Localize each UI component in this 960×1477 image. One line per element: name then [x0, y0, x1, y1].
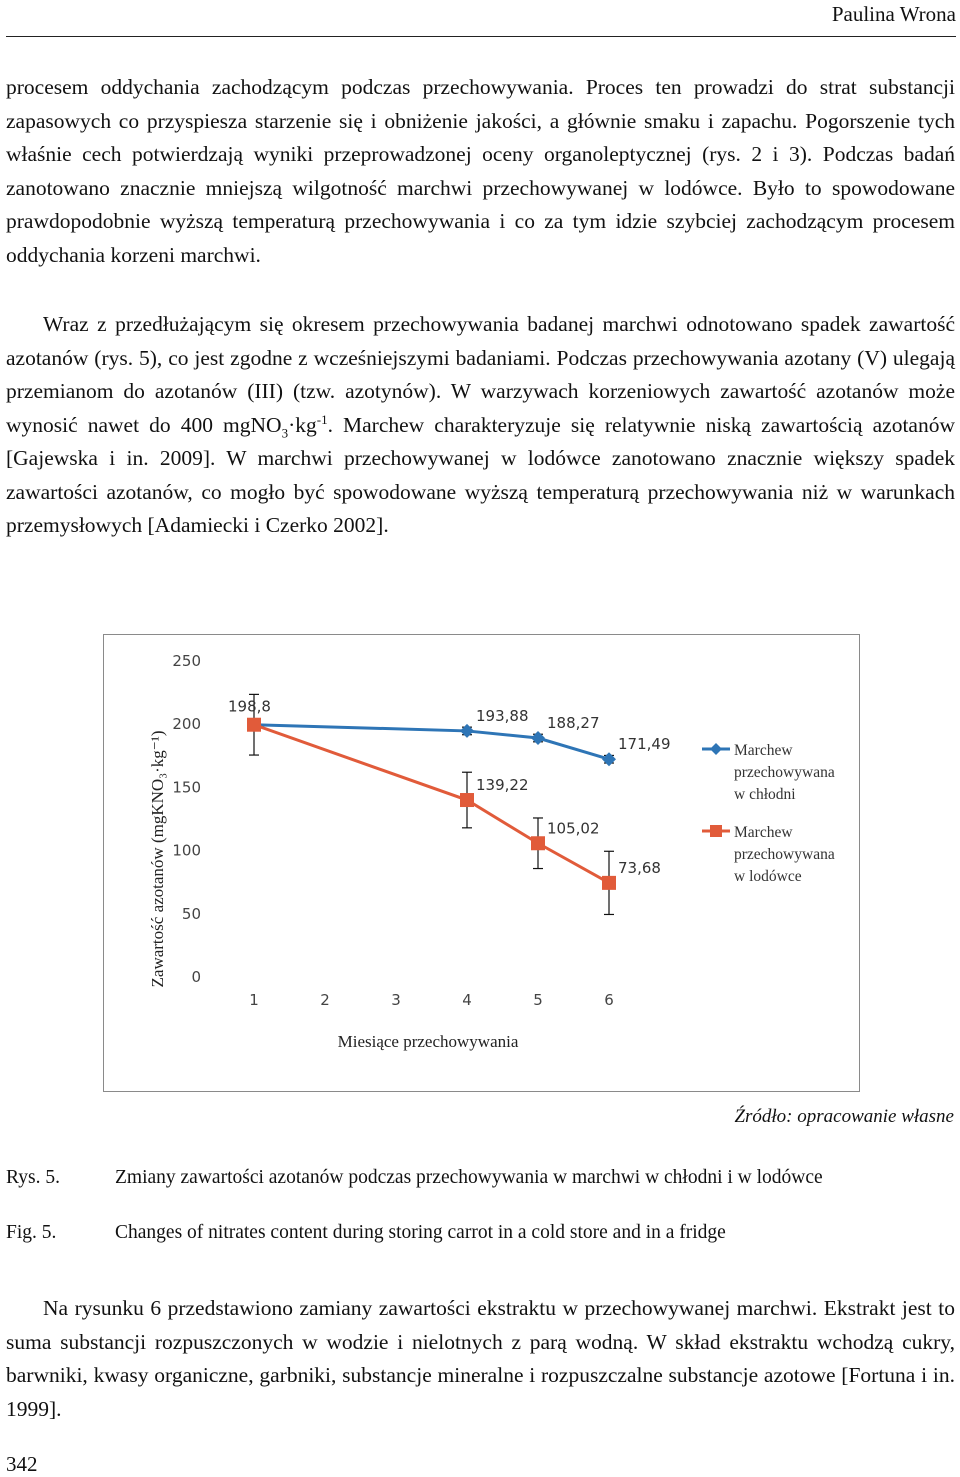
x-tick-label: 4 — [462, 991, 472, 1009]
running-head — [6, 0, 956, 37]
x-axis-label: Miesiące przechowywania — [337, 1032, 519, 1051]
data-point — [602, 876, 616, 890]
legend-marker — [710, 825, 722, 837]
data-label: 193,88 — [476, 706, 529, 725]
y-tick-label: 150 — [172, 778, 201, 797]
superscript-minus-1: -1 — [316, 411, 328, 427]
caption-en-label: Fig. 5. — [6, 1222, 57, 1243]
series-layer — [228, 694, 671, 914]
legend — [702, 742, 835, 885]
data-label: 139,22 — [476, 776, 529, 795]
data-point — [460, 724, 474, 738]
data-label: 171,49 — [618, 735, 671, 754]
caption-en-text: Changes of nitrates content during storing carrot in a cold store and in a fridge — [115, 1222, 726, 1243]
paragraph-nitrates-part-2: . Marchew charakteryzuje się relatywnie niską zawartością azotanów [Gajewska i in. 2009]. W marchwi przechowywanej w lodówce zanotowano znacznie większy spadek zawartości azotanów, co mogło być spowodowane wyższą temperaturą przechowywania niż w warunkach przemysłowych [Adamiecki i Czerko 2002]. — [6, 412, 955, 537]
y-axis-ticks — [172, 652, 201, 986]
data-point — [460, 793, 474, 807]
figure-source: Źródło: opracowanie własne — [734, 1106, 954, 1127]
legend-entry-text: w lodówce — [734, 868, 802, 885]
legend-entry-text: przechowywana — [734, 846, 835, 863]
data-point — [602, 752, 616, 766]
data-point — [247, 718, 261, 732]
x-tick-label: 1 — [249, 991, 259, 1009]
x-tick-label: 5 — [533, 991, 543, 1009]
x-tick-label: 6 — [604, 991, 614, 1009]
y-tick-label: 250 — [172, 652, 201, 670]
paragraph-nitrates — [6, 308, 955, 543]
y-axis-label: Zawartość azotanów (mgKNO₃·kg⁻¹) — [148, 730, 167, 988]
y-tick-label: 100 — [172, 841, 201, 860]
legend-entry-text: Marchew — [734, 824, 793, 841]
data-point — [531, 836, 545, 850]
page-number: 342 — [6, 1452, 38, 1476]
series-1 — [247, 707, 671, 766]
data-label: 105,02 — [547, 819, 600, 838]
data-label: 198,8 — [228, 697, 271, 716]
paragraph-respiration: procesem oddychania zachodzącym podczas przechowywania. Proces ten prowadzi do strat substancji zapasowych co przyspiesza starzenie się i obniżenie jakości, a głównie smaku i zapachu. Pogorszenie tych właśnie cech potwierdzają wyniki przeprowadzonej oceny organoleptycznej (rys. 2 i 3). Podczas badań zanotowano znacznie mniejszą wilgotność marchwi przechowywanej w lodówce. Było to spowodowane prawdopodobnie wyższą temperaturą przechowywania i co za tym idzie szybciej zachodzącym procesem oddychania korzeni marchwi. — [6, 75, 955, 267]
subscript-3: 3 — [281, 424, 289, 440]
legend-entry-text: Marchew — [734, 742, 793, 759]
series-line — [254, 725, 609, 883]
paragraph-extract: Na rysunku 6 przedstawiono zamiany zawartości ekstraktu w przechowywanej marchwi. Ekstrakt jest to suma substancji rozpuszczonych w wodzie i nielotnych z parą wodną. W skład ekstraktu wchodzą cukry, barwniki, kwasy organiczne, garbniki, substancje mineralne i rozpuszczalne substancje azotowe [Fortuna i in. 1999]. — [6, 1296, 955, 1421]
unit-kg: ·kg — [288, 412, 317, 437]
legend-entry-text: przechowywana — [734, 764, 835, 781]
nitrate-chart — [103, 634, 860, 1092]
x-tick-label: 3 — [391, 991, 401, 1009]
nitrate-chart-svg — [104, 635, 859, 1091]
x-tick-label: 2 — [320, 991, 330, 1009]
y-tick-label: 50 — [181, 904, 201, 923]
legend-entry-text: w chłodni — [734, 786, 796, 803]
y-tick-label: 0 — [191, 968, 201, 986]
data-point — [531, 731, 545, 745]
x-axis-ticks — [249, 991, 614, 1009]
data-label: 188,27 — [547, 714, 600, 733]
y-tick-label: 200 — [172, 715, 201, 734]
paragraph-nitrates-part-1: Wraz z przedłużającym się okresem przechowywania badanej marchwi odnotowano spadek zawartość azotanów (rys. 5), co jest zgodne z wcześniejszymi badaniami. Podczas przechowywania azotany (V) ulegają przemianom do azotanów (III) (tzw. azotynów). W warzywach korzeniowych zawartość azotanów może wynosić nawet do 400 mgNO — [6, 312, 955, 437]
author-name: Paulina Wrona — [831, 2, 956, 26]
caption-pl-label: Rys. 5. — [6, 1167, 60, 1188]
data-label: 73,68 — [618, 858, 661, 877]
legend-marker — [710, 743, 722, 755]
caption-pl-text: Zmiany zawartości azotanów podczas przechowywania w marchwi w chłodni i w lodówce — [115, 1167, 823, 1188]
